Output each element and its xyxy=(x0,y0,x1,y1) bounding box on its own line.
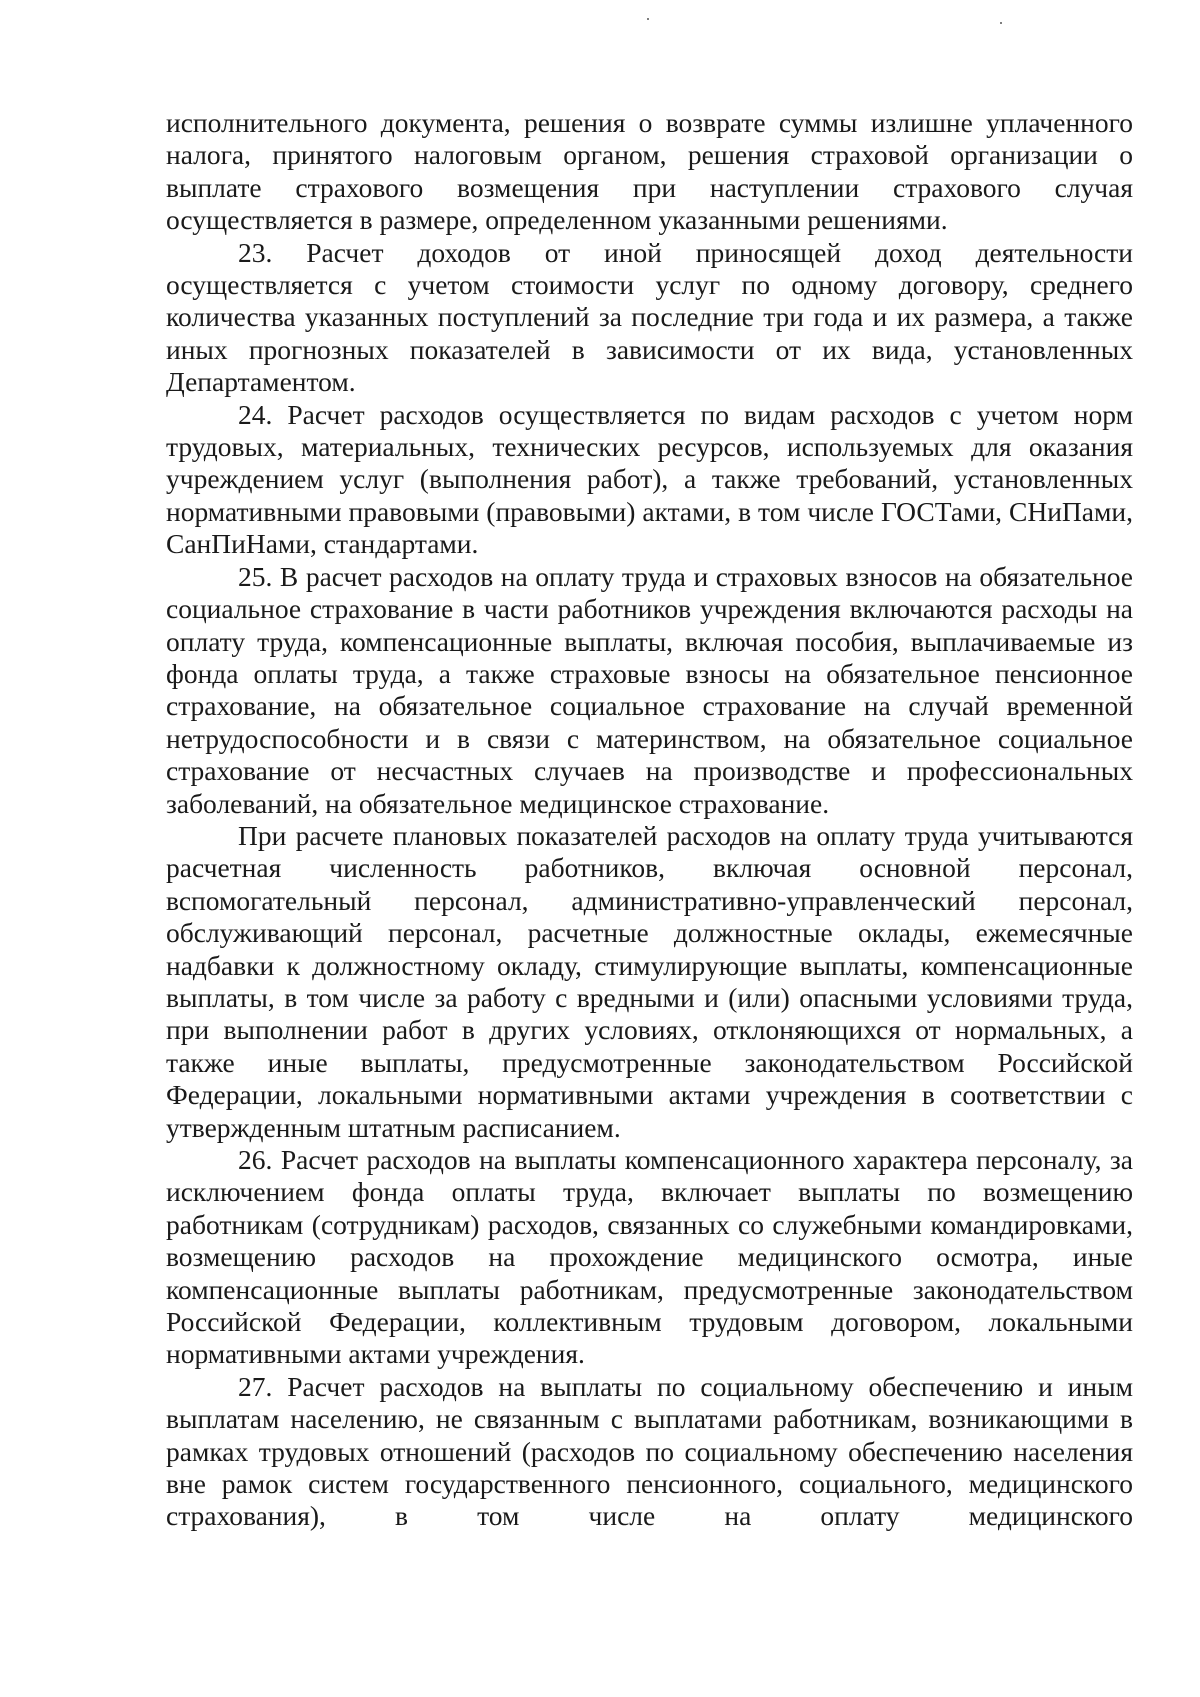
paragraph-25-payroll-planning: При расчете плановых показателей расходов на оплату труда учитываются расчетная численность работников, включая основной персонал, вспомогательный персонал, административно-управленческий персонал, обслуживающий персонал, расчетные должностные оклады, ежемесячные надбавки к должностному окладу, стимулирующие выплаты, компенсационные выплаты, в том числе за работу с вредными и (или) опасными условиями труда, при выполнении работ в других условиях, отклоняющихся от нормальных, а также иные выплаты, предусмотренные законодательством Российской Федерации, локальными нормативными актами учреждения в соответствии с утвержденным штатным расписанием. xyxy=(166,819,1133,1143)
paragraph-continuation: исполнительного документа, решения о возврате суммы излишне уплаченного налога, принятого налоговым органом, решения страховой организации о выплате страхового возмещения при наступлении страхового случая осуществляется в размере, определенном указанными решениями. xyxy=(166,107,1133,236)
scan-speck xyxy=(1000,22,1002,24)
paragraph-27: 27. Расчет расходов на выплаты по социальному обеспечению и иным выплатам населению, не связанным с выплатами работникам, возникающими в рамках трудовых отношений (расходов по социальному обеспечению населения вне рамок систем государственного пенсионного, социального, медицинского страхования), в том числе на оплату медицинского xyxy=(166,1370,1133,1532)
document-body xyxy=(166,107,1133,1533)
paragraph-25: 25. В расчет расходов на оплату труда и страховых взносов на обязательное социальное страхование в части работников учреждения включаются расходы на оплату труда, компенсационные выплаты, включая пособия, выплачиваемые из фонда оплаты труда, а также страховые взносы на обязательное пенсионное страхование, на обязательное социальное страхование на случай временной нетрудоспособности и в связи с материнством, на обязательное социальное страхование от несчастных случаев на производстве и профессиональных заболеваний, на обязательное медицинское страхование. xyxy=(166,560,1133,819)
paragraph-23: 23. Расчет доходов от иной приносящей доход деятельности осуществляется с учетом стоимости услуг по одному договору, среднего количества указанных поступлений за последние три года и их размера, а также иных прогнозных показателей в зависимости от их вида, установленных Департаментом. xyxy=(166,236,1133,398)
paragraph-26: 26. Расчет расходов на выплаты компенсационного характера персоналу, за исключением фонда оплаты труда, включает выплаты по возмещению работникам (сотрудникам) расходов, связанных со служебными командировками, возмещению расходов на прохождение медицинского осмотра, иные компенсационные выплаты работникам, предусмотренные законодательством Российской Федерации, коллективным трудовым договором, локальными нормативными актами учреждения. xyxy=(166,1144,1133,1370)
scan-speck xyxy=(647,18,649,20)
paragraph-24: 24. Расчет расходов осуществляется по видам расходов с учетом норм трудовых, материальных, технических ресурсов, используемых для оказания учреждением услуг (выполнения работ), а также требований, установленных нормативными правовыми (правовыми) актами, в том числе ГОСТами, СНиПами, СанПиНами, стандартами. xyxy=(166,398,1133,560)
